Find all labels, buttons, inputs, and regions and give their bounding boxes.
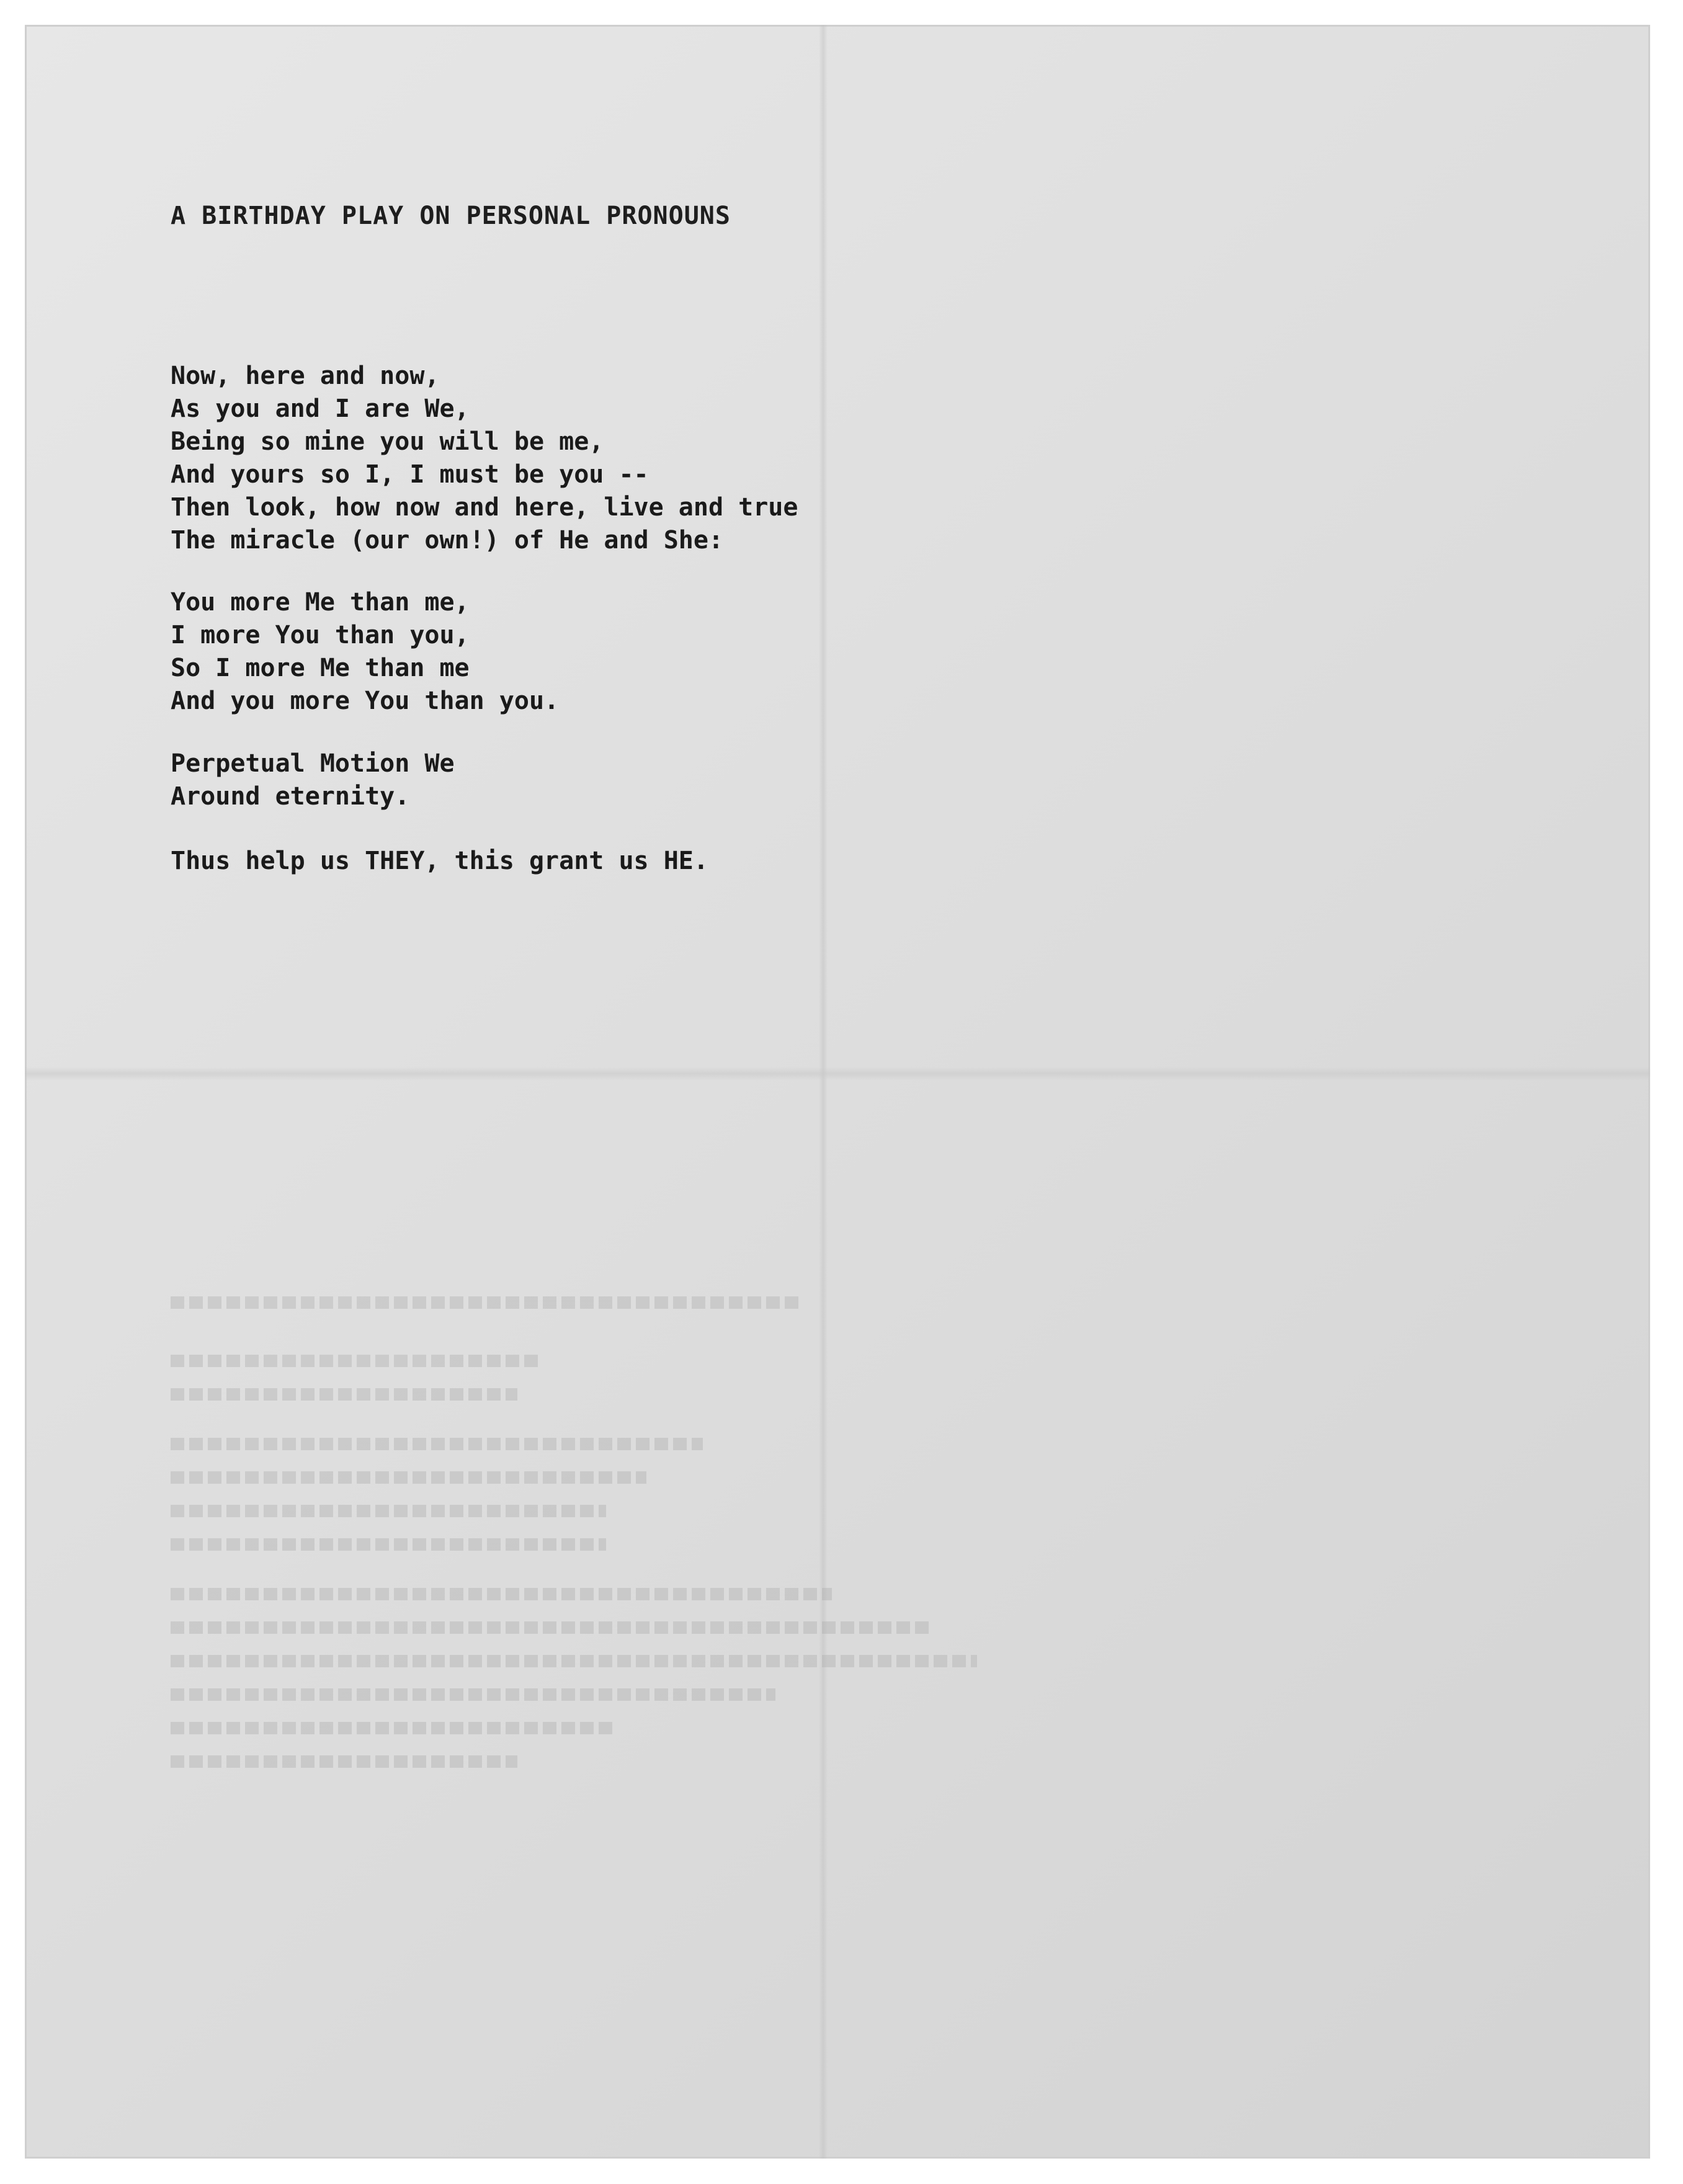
- reverse-side-bleed-through: [171, 1296, 977, 1948]
- horizontal-fold-crease: [25, 1067, 1650, 1081]
- stanza-1: [171, 360, 798, 557]
- poem-line: I more You than you,: [171, 621, 470, 649]
- poem-line: Being so mine you will be me,: [171, 427, 604, 456]
- poem-line: Around eternity.: [171, 782, 410, 811]
- poem-line: Perpetual Motion We: [171, 749, 455, 778]
- poem-line: And you more You than you.: [171, 687, 560, 715]
- poem-line: You more Me than me,: [171, 588, 470, 617]
- poem-line: Then look, how now and here, live and true: [171, 493, 798, 522]
- stanza-3: [171, 747, 455, 813]
- poem-line: Thus help us THEY, this grant us HE.: [171, 847, 708, 875]
- poem-line: And yours so I, I must be you --: [171, 460, 649, 489]
- poem-line: As you and I are We,: [171, 394, 470, 423]
- poem-line: The miracle (our own!) of He and She:: [171, 526, 724, 555]
- poem-line: Now, here and now,: [171, 362, 440, 390]
- poem-title: A BIRTHDAY PLAY ON PERSONAL PRONOUNS: [171, 202, 731, 230]
- stanza-4: [171, 845, 708, 878]
- stanza-2: [171, 586, 559, 718]
- poem-line: So I more Me than me: [171, 654, 470, 682]
